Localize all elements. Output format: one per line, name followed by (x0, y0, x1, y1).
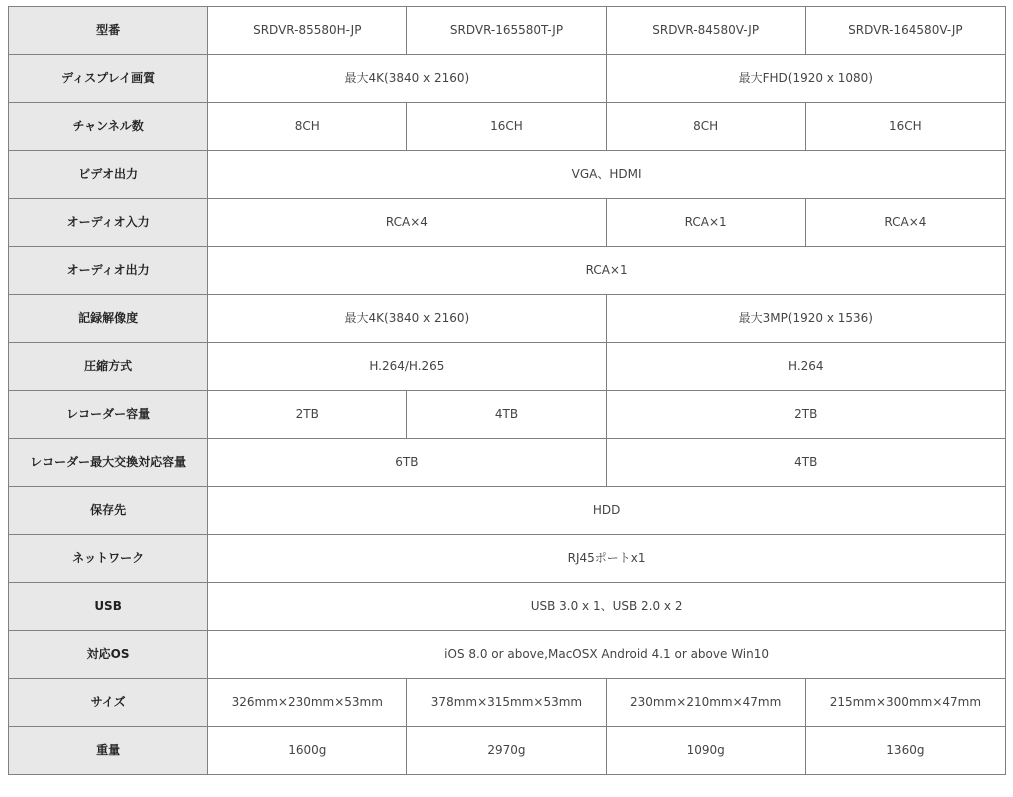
table-row (9, 151, 1006, 199)
value-cell: 16CH (407, 103, 606, 151)
value-cell: RJ45ポートx1 (208, 535, 1006, 583)
value-cell: 1090g (606, 727, 805, 775)
value-cell: 2970g (407, 727, 606, 775)
row-label: 対応OS (9, 631, 208, 679)
row-label: レコーダー容量 (9, 391, 208, 439)
value-cell: 4TB (407, 391, 606, 439)
row-label: オーディオ入力 (9, 199, 208, 247)
value-cell: RCA×4 (208, 199, 606, 247)
row-label: ディスプレイ画質 (9, 55, 208, 103)
value-cell: 215mm×300mm×47mm (805, 679, 1005, 727)
value-cell: SRDVR-85580H-JP (208, 7, 407, 55)
row-label: レコーダー最大交換対応容量 (9, 439, 208, 487)
value-cell: H.264/H.265 (208, 343, 606, 391)
value-cell: 4TB (606, 439, 1005, 487)
value-cell: 6TB (208, 439, 606, 487)
value-cell: SRDVR-164580V-JP (805, 7, 1005, 55)
table-row (9, 535, 1006, 583)
value-cell: 1600g (208, 727, 407, 775)
table-row (9, 247, 1006, 295)
value-cell: SRDVR-165580T-JP (407, 7, 606, 55)
spec-table-body (9, 7, 1006, 775)
table-row (9, 343, 1006, 391)
table-row (9, 727, 1006, 775)
value-cell: 8CH (606, 103, 805, 151)
value-cell: 1360g (805, 727, 1005, 775)
value-cell: 16CH (805, 103, 1005, 151)
value-cell: 8CH (208, 103, 407, 151)
value-cell: HDD (208, 487, 1006, 535)
value-cell: H.264 (606, 343, 1005, 391)
value-cell: 230mm×210mm×47mm (606, 679, 805, 727)
value-cell: 326mm×230mm×53mm (208, 679, 407, 727)
value-cell: 378mm×315mm×53mm (407, 679, 606, 727)
table-row (9, 7, 1006, 55)
value-cell: VGA、HDMI (208, 151, 1006, 199)
row-label: 保存先 (9, 487, 208, 535)
table-row (9, 295, 1006, 343)
row-label: サイズ (9, 679, 208, 727)
row-label: オーディオ出力 (9, 247, 208, 295)
value-cell: 最大FHD(1920 x 1080) (606, 55, 1005, 103)
row-label: 重量 (9, 727, 208, 775)
table-row (9, 631, 1006, 679)
value-cell: 最大4K(3840 x 2160) (208, 55, 606, 103)
table-row (9, 199, 1006, 247)
table-row (9, 55, 1006, 103)
table-row (9, 103, 1006, 151)
value-cell: RCA×1 (606, 199, 805, 247)
row-label: 型番 (9, 7, 208, 55)
table-row (9, 439, 1006, 487)
table-row (9, 391, 1006, 439)
value-cell: 最大4K(3840 x 2160) (208, 295, 606, 343)
row-label: 記録解像度 (9, 295, 208, 343)
value-cell: RCA×4 (805, 199, 1005, 247)
value-cell: 2TB (208, 391, 407, 439)
value-cell: SRDVR-84580V-JP (606, 7, 805, 55)
table-row (9, 679, 1006, 727)
row-label: 圧縮方式 (9, 343, 208, 391)
value-cell: 2TB (606, 391, 1005, 439)
spec-table (8, 6, 1006, 775)
row-label: ビデオ出力 (9, 151, 208, 199)
value-cell: 最大3MP(1920 x 1536) (606, 295, 1005, 343)
table-row (9, 487, 1006, 535)
row-label: チャンネル数 (9, 103, 208, 151)
value-cell: RCA×1 (208, 247, 1006, 295)
table-row (9, 583, 1006, 631)
row-label: ネットワーク (9, 535, 208, 583)
row-label: USB (9, 583, 208, 631)
value-cell: iOS 8.0 or above,MacOSX Android 4.1 or above Win10 (208, 631, 1006, 679)
value-cell: USB 3.0 x 1、USB 2.0 x 2 (208, 583, 1006, 631)
